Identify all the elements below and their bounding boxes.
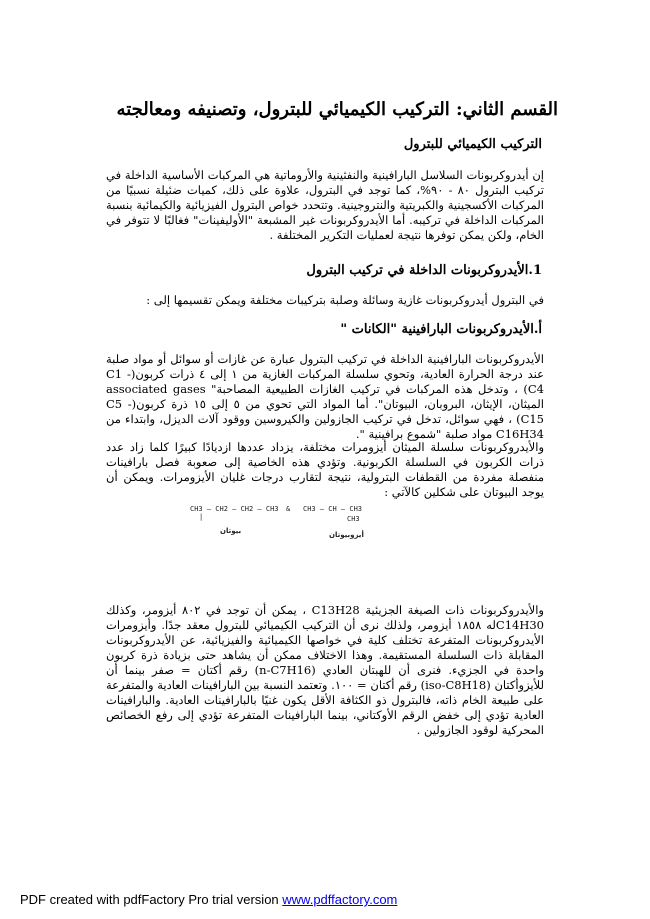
subheading-paraffins: أ.الأيدروكربونات البارافينية "الكانات " <box>340 322 542 337</box>
isobutane-formula: CH3 – CH – CH3 <box>303 505 363 513</box>
n-butane-label: بيوتان <box>220 527 242 535</box>
ampersand: & <box>286 505 291 513</box>
n-butane-formula: CH3 – CH2 – CH2 – CH3 <box>190 505 279 513</box>
section-heading: التركيب الكيميائي للبترول <box>403 137 542 152</box>
isobutane-structure <box>303 505 413 539</box>
intro-paragraph <box>106 168 544 243</box>
paraffin-text-2: والأيدروكربونات سلسلة الميثان أيزومرات مختلفة، يزداد عددها ازديادًا كبيرًا كلما زاد عدد ذرات الكربون في السلسلة الكربونية. وتؤدي هذه الخاصية إلى صعوبة فصل بارافينات منفصلة مفردة من القطفات البترولية، نتيجة لتقارب درجات غليان الأيزومرات. ويمكن أن يوجد البيوتان على شكلين كالآتي : <box>106 440 544 499</box>
paraffin-paragraph-2 <box>106 440 544 500</box>
isobutane-branch: CH3 <box>347 515 360 523</box>
butane-structures-figure <box>190 505 490 547</box>
intro-text: إن أيدروكربونات السلاسل البارافينية والنفثينية والأروماتية هي المركبات الأساسية الداخلة في تركيب البترول ٨٠ - ٩٠%، كما توجد في البترول، علاوة على ذلك، كميات ضئيلة نسبيًا من المركبات الأكسجينية والكبريتية والنتروجينية. وتتحدد خواص البترول الفيزيائية والكيمائية بنسبة المركبات الداخلة في تركيبه. أما الأيدروكربونات غير المشبعة "الأوليفينات" فغالبًا لا تتوفر في الخام، ولكن يمكن توفرها نتيجة لعمليات التكرير المختلفة . <box>106 168 544 242</box>
isomer-paragraph <box>106 603 544 738</box>
bond-line: | <box>199 513 204 521</box>
page-title: القسم الثاني: التركيب الكيميائي للبترول، وتصنيفه ومعالجته <box>116 99 558 120</box>
hydrocarbons-intro-text: في البترول أيدروكربونات غازية وسائلة وصلبة بتركيبات مختلفة ويمكن تقسيمها إلى : <box>146 293 544 307</box>
footer-link[interactable]: www.pdffactory.com <box>282 892 398 907</box>
isobutane-label: أيزوبيوتان <box>329 531 364 539</box>
hydrocarbons-intro <box>106 293 544 308</box>
subheading-hydrocarbons: 1.الأيدروكربونات الداخلة في تركيب البترول <box>306 263 542 278</box>
pdf-footer <box>20 892 397 907</box>
paraffin-text-1: الأيدروكربونات البارافينية الداخلة في تركيب البترول عبارة عن غازات أو سوائل أو مواد صلبة عند درجة الحرارة العادية، وتحوي سلسلة المركبات الغازية من ١ إلى ٤ ذرات كربون(C1 - C4) ، وتدخل هذه المركبات في تركيب الغازات الطبيعية المصاحبة" associated gases الميثان، الإيثان، البروبان، البيوتان". أما المواد التي تحوي من ٥ إلى ١٥ ذرة كربون(C5 - C15) ، فهي سوائل، تدخل في تركيب الجازولين والكيروسين ووقود آلات الديزل، وابتداء من C16H34 مواد صلبة "شموع برافينية ". <box>106 352 544 441</box>
n-butane-structure <box>190 505 280 535</box>
paraffin-paragraph-1 <box>106 352 544 442</box>
isomer-text: والأيدروكربونات ذات الصيغة الجزيئية C13H28 ، يمكن أن توجد في ٨٠٢ أيزومر، وكذلك C14H30له ١٨٥٨ أيزومر، ولذلك نرى أن التركيب الكيميائي للبترول معقد جدًا. وأيزومرات الأيدروكربونات المتفرعة تختلف كلية في خواصها الكيميائية والفيزيائية، عن الأيدروكربونات المقابلة ذات السلسلة المستقيمة. وهذا الاختلاف ممكن أن يشاهد حتى بزيادة ذرة كربون واحدة في الجزيء. فنرى أن للهبتان العادي (n-C7H16) رقم أكتان = صفر بينما أن للأيزوأكتان (iso-C8H18) رقم أكتان = ١٠٠. وتعتمد النسبة بين البارافينات العادية والمتفرعة على طبيعة الخام ذاته، فالبترول ذو الكثافة الأقل يكون غنيًا بالبارافينات العادية. والبارافينات العادية تؤدي إلى خفض الرقم الأوكتاني، بينما البارافينات المتفرعة تؤدي إلى رفع الخصائص المحركية لوقود الجازولين . <box>106 603 545 737</box>
footer-text: PDF created with pdfFactory Pro trial version <box>20 892 283 907</box>
